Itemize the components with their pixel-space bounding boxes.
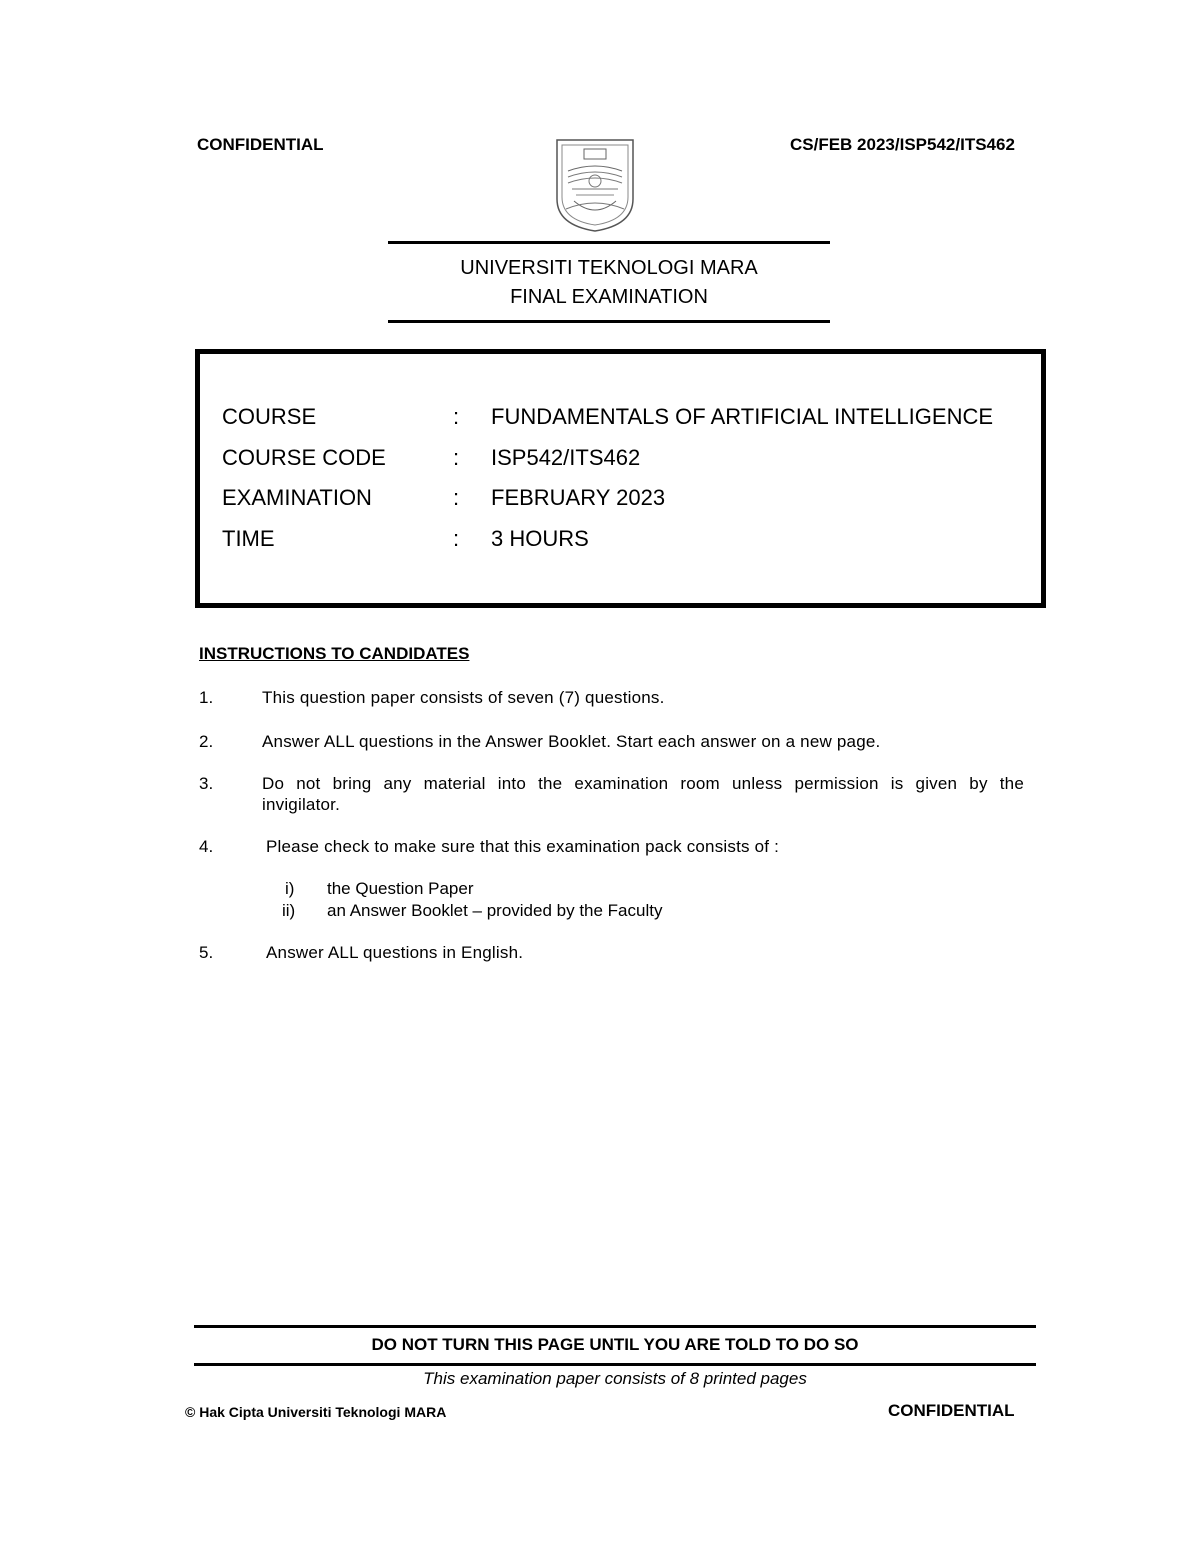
instruction-text: This question paper consists of seven (7) questions. (262, 688, 665, 707)
detail-value-examination: FEBRUARY 2023 (491, 485, 666, 510)
detail-label-course: COURSE (222, 404, 317, 429)
subitem-text: the Question Paper (327, 879, 474, 898)
instruction-text: Do not bring any material into the examination room unless permission is given by the (262, 774, 1024, 793)
detail-sep: : (453, 526, 460, 551)
footer-warning: DO NOT TURN THIS PAGE UNTIL YOU ARE TOLD TO DO SO (371, 1335, 859, 1354)
header-paper-code: CS/FEB 2023/ISP542/ITS462 (790, 135, 1015, 154)
footer-confidential: CONFIDENTIAL (888, 1401, 1015, 1420)
subitem-text: an Answer Booklet – provided by the Faculty (327, 901, 663, 920)
detail-value-course: FUNDAMENTALS OF ARTIFICIAL INTELLIGENCE (491, 404, 994, 429)
footer-page-count: This examination paper consists of 8 printed pages (423, 1369, 807, 1388)
instruction-text: Answer ALL questions in English. (266, 943, 524, 962)
exam-type: FINAL EXAMINATION (510, 286, 708, 308)
instruction-number: 5. (199, 943, 214, 962)
detail-label-course-code: COURSE CODE (222, 445, 386, 470)
title-top-rule (388, 241, 830, 244)
detail-sep: : (453, 445, 460, 470)
subitem-number: ii) (282, 901, 296, 920)
instruction-text: Answer ALL questions in the Answer Booklet. Start each answer on a new page. (262, 732, 881, 751)
instruction-text-continued: invigilator. (262, 795, 340, 814)
instruction-number: 2. (199, 732, 214, 751)
detail-sep: : (453, 404, 460, 429)
university-name: UNIVERSITI TEKNOLOGI MARA (460, 257, 758, 279)
footer-bottom-rule (194, 1363, 1036, 1366)
instruction-text: Please check to make sure that this examination pack consists of : (266, 837, 780, 856)
footer-top-rule (194, 1325, 1036, 1328)
detail-sep: : (453, 485, 460, 510)
instruction-number: 3. (199, 774, 214, 793)
copyright-notice: © Hak Cipta Universiti Teknologi MARA (185, 1404, 447, 1420)
course-details-box (195, 349, 1046, 608)
header-confidential: CONFIDENTIAL (197, 135, 324, 154)
instruction-number: 1. (199, 688, 214, 707)
instruction-number: 4. (199, 837, 214, 856)
detail-value-course-code: ISP542/ITS462 (491, 445, 641, 470)
detail-label-time: TIME (222, 526, 275, 551)
subitem-number: i) (285, 879, 295, 898)
instructions-heading: INSTRUCTIONS TO CANDIDATES (199, 644, 470, 663)
title-bottom-rule (388, 320, 830, 323)
detail-label-examination: EXAMINATION (222, 485, 372, 510)
detail-value-time: 3 HOURS (491, 526, 589, 551)
university-crest-icon (554, 137, 636, 233)
